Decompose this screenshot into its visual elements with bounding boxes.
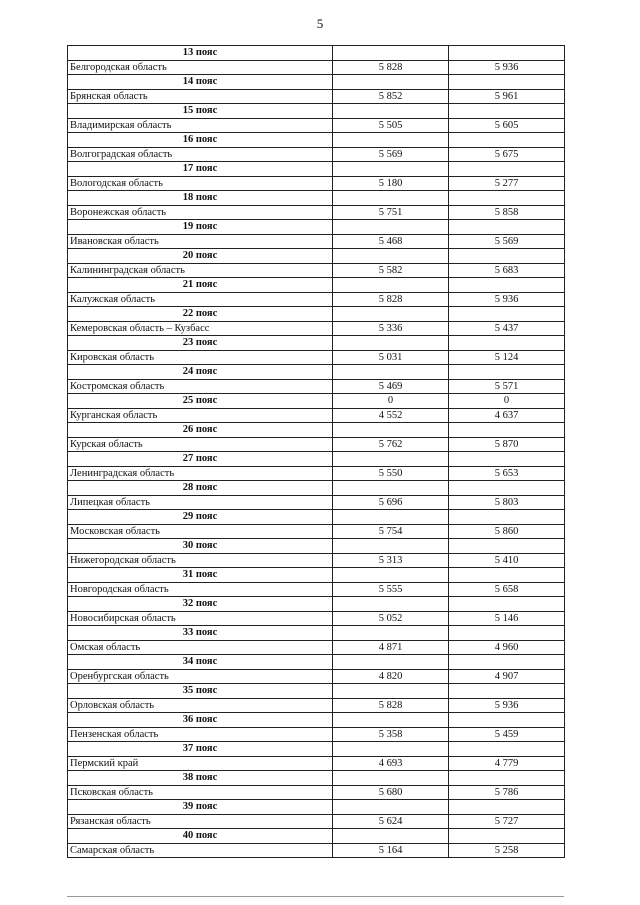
- zone-value-1: [333, 249, 449, 264]
- region-row: [68, 292, 565, 307]
- zone-header-row: [68, 423, 565, 438]
- zone-value-2: [449, 655, 565, 670]
- zones-table-body: [68, 46, 565, 858]
- region-value-2: 5 803: [449, 495, 565, 510]
- region-value-2: 5 146: [449, 611, 565, 626]
- zone-value-1: [333, 307, 449, 322]
- zone-header-row: [68, 162, 565, 177]
- zone-header-row: [68, 452, 565, 467]
- region-value-1: 5 754: [333, 524, 449, 539]
- zone-header-row: [68, 365, 565, 380]
- region-value-1: 5 164: [333, 843, 449, 858]
- region-value-1: 5 031: [333, 350, 449, 365]
- zone-title: 29 пояс: [68, 510, 333, 525]
- region-name: Курганская область: [68, 408, 333, 423]
- zone-header-row: [68, 394, 565, 409]
- zone-title: 25 пояс: [68, 394, 333, 409]
- region-value-1: 5 505: [333, 118, 449, 133]
- zone-value-1: [333, 220, 449, 235]
- zone-value-2: [449, 423, 565, 438]
- region-value-2: 5 569: [449, 234, 565, 249]
- page-number: 5: [316, 16, 324, 31]
- region-name: Волгоградская область: [68, 147, 333, 162]
- zone-value-2: [449, 133, 565, 148]
- region-row: [68, 611, 565, 626]
- zone-title: 40 пояс: [68, 829, 333, 844]
- zone-header-row: [68, 75, 565, 90]
- zone-title: 17 пояс: [68, 162, 333, 177]
- region-row: [68, 698, 565, 713]
- zone-value-1: [333, 133, 449, 148]
- region-name: Кировская область: [68, 350, 333, 365]
- region-value-1: 5 828: [333, 60, 449, 75]
- zone-value-1: [333, 104, 449, 119]
- zone-header-row: [68, 771, 565, 786]
- zone-title: 26 пояс: [68, 423, 333, 438]
- zone-value-2: [449, 771, 565, 786]
- zone-value-2: [449, 742, 565, 757]
- zone-header-row: [68, 481, 565, 496]
- region-name: Оренбургская область: [68, 669, 333, 684]
- region-value-2: 5 675: [449, 147, 565, 162]
- zone-value-2: [449, 568, 565, 583]
- region-value-1: 5 569: [333, 147, 449, 162]
- zone-header-row: [68, 597, 565, 612]
- region-value-1: 4 552: [333, 408, 449, 423]
- zone-title: 21 пояс: [68, 278, 333, 293]
- region-value-2: 4 960: [449, 640, 565, 655]
- region-value-1: 5 358: [333, 727, 449, 742]
- region-name: Калининградская область: [68, 263, 333, 278]
- region-name: Брянская область: [68, 89, 333, 104]
- region-name: Курская область: [68, 437, 333, 452]
- zone-header-row: [68, 220, 565, 235]
- zone-title: 31 пояс: [68, 568, 333, 583]
- zone-value-2: [449, 684, 565, 699]
- zone-value-1: [333, 771, 449, 786]
- region-row: [68, 263, 565, 278]
- region-value-1: 5 313: [333, 553, 449, 568]
- zone-header-row: [68, 278, 565, 293]
- region-value-1: 4 820: [333, 669, 449, 684]
- region-name: Кемеровская область – Кузбасс: [68, 321, 333, 336]
- zone-title: 37 пояс: [68, 742, 333, 757]
- zone-title: 22 пояс: [68, 307, 333, 322]
- zone-value-2: [449, 307, 565, 322]
- zone-value-1: [333, 481, 449, 496]
- region-name: Владимирская область: [68, 118, 333, 133]
- page-bottom-divider: [67, 896, 564, 897]
- zone-value-1: [333, 365, 449, 380]
- zone-title: 19 пояс: [68, 220, 333, 235]
- region-value-2: 4 779: [449, 756, 565, 771]
- region-value-1: 5 469: [333, 379, 449, 394]
- zone-title: 34 пояс: [68, 655, 333, 670]
- zone-value-2: [449, 46, 565, 61]
- zone-value-2: [449, 539, 565, 554]
- zone-value-2: [449, 162, 565, 177]
- zone-value-1: [333, 829, 449, 844]
- region-row: [68, 60, 565, 75]
- zone-title: 32 пояс: [68, 597, 333, 612]
- zone-header-row: [68, 249, 565, 264]
- zone-title: 18 пояс: [68, 191, 333, 206]
- zone-value-1: [333, 75, 449, 90]
- region-value-2: 5 410: [449, 553, 565, 568]
- zone-title: 20 пояс: [68, 249, 333, 264]
- region-row: [68, 756, 565, 771]
- region-value-1: 5 468: [333, 234, 449, 249]
- region-row: [68, 582, 565, 597]
- region-row: [68, 350, 565, 365]
- zone-value-1: [333, 684, 449, 699]
- zone-value-1: [333, 626, 449, 641]
- region-value-2: 5 653: [449, 466, 565, 481]
- zone-header-row: [68, 336, 565, 351]
- region-value-1: 5 751: [333, 205, 449, 220]
- zone-header-row: [68, 655, 565, 670]
- zone-title: 27 пояс: [68, 452, 333, 467]
- region-row: [68, 147, 565, 162]
- zone-value-2: [449, 336, 565, 351]
- region-row: [68, 669, 565, 684]
- zone-value-1: [333, 568, 449, 583]
- region-name: Пензенская область: [68, 727, 333, 742]
- region-value-1: 5 582: [333, 263, 449, 278]
- zone-title: 35 пояс: [68, 684, 333, 699]
- region-value-2: 5 459: [449, 727, 565, 742]
- zone-header-row: [68, 568, 565, 583]
- zone-value-2: [449, 597, 565, 612]
- zone-title: 24 пояс: [68, 365, 333, 380]
- zone-title: 33 пояс: [68, 626, 333, 641]
- region-row: [68, 118, 565, 133]
- zone-value-2: [449, 191, 565, 206]
- region-name: Омская область: [68, 640, 333, 655]
- region-value-2: 4 637: [449, 408, 565, 423]
- zone-value-1: [333, 191, 449, 206]
- zone-value-2: [449, 510, 565, 525]
- zone-value-1: [333, 46, 449, 61]
- region-name: Московская область: [68, 524, 333, 539]
- region-row: [68, 466, 565, 481]
- region-name: Самарская область: [68, 843, 333, 858]
- region-name: Рязанская область: [68, 814, 333, 829]
- region-row: [68, 640, 565, 655]
- zone-value-2: [449, 365, 565, 380]
- region-name: Воронежская область: [68, 205, 333, 220]
- region-value-2: 5 571: [449, 379, 565, 394]
- zone-header-row: [68, 742, 565, 757]
- region-value-1: 5 828: [333, 698, 449, 713]
- zone-header-row: [68, 510, 565, 525]
- region-row: [68, 89, 565, 104]
- region-value-1: 5 852: [333, 89, 449, 104]
- zone-header-row: [68, 104, 565, 119]
- region-value-2: 4 907: [449, 669, 565, 684]
- region-value-1: 5 828: [333, 292, 449, 307]
- zone-header-row: [68, 713, 565, 728]
- region-row: [68, 321, 565, 336]
- region-name: Псковская область: [68, 785, 333, 800]
- region-value-2: 5 124: [449, 350, 565, 365]
- region-value-2: 5 870: [449, 437, 565, 452]
- region-value-2: 5 936: [449, 698, 565, 713]
- zone-title: 38 пояс: [68, 771, 333, 786]
- zone-title: 30 пояс: [68, 539, 333, 554]
- region-value-1: 4 693: [333, 756, 449, 771]
- region-value-1: 5 052: [333, 611, 449, 626]
- region-value-2: 5 727: [449, 814, 565, 829]
- zone-value-1: [333, 162, 449, 177]
- region-value-1: 5 336: [333, 321, 449, 336]
- region-value-2: 5 936: [449, 60, 565, 75]
- zone-header-row: [68, 133, 565, 148]
- zone-value-2: [449, 626, 565, 641]
- region-name: Новгородская область: [68, 582, 333, 597]
- zone-value-1: [333, 336, 449, 351]
- zone-title: 36 пояс: [68, 713, 333, 728]
- region-name: Калужская область: [68, 292, 333, 307]
- region-row: [68, 176, 565, 191]
- zone-value-1: [333, 713, 449, 728]
- zone-value-2: [449, 220, 565, 235]
- zone-value-2: [449, 75, 565, 90]
- zone-value-1: [333, 655, 449, 670]
- zone-value-1: [333, 539, 449, 554]
- region-name: Липецкая область: [68, 495, 333, 510]
- region-row: [68, 495, 565, 510]
- zone-value-2: [449, 249, 565, 264]
- zone-header-row: [68, 539, 565, 554]
- zone-value-1: [333, 423, 449, 438]
- region-value-1: 5 762: [333, 437, 449, 452]
- region-value-2: 5 683: [449, 263, 565, 278]
- zone-value-1: [333, 800, 449, 815]
- zone-header-row: [68, 626, 565, 641]
- zone-header-row: [68, 800, 565, 815]
- region-value-2: 5 786: [449, 785, 565, 800]
- region-name: Костромская область: [68, 379, 333, 394]
- region-row: [68, 553, 565, 568]
- region-value-2: 5 277: [449, 176, 565, 191]
- zone-value-2: [449, 104, 565, 119]
- zone-title: 16 пояс: [68, 133, 333, 148]
- region-value-1: 5 624: [333, 814, 449, 829]
- zone-value-1: [333, 452, 449, 467]
- zone-value-1: [333, 742, 449, 757]
- region-name: Ленинградская область: [68, 466, 333, 481]
- region-name: Новосибирская область: [68, 611, 333, 626]
- zone-title: 39 пояс: [68, 800, 333, 815]
- zone-value-2: [449, 713, 565, 728]
- region-row: [68, 843, 565, 858]
- zone-title: 15 пояс: [68, 104, 333, 119]
- region-name: Орловская область: [68, 698, 333, 713]
- zone-value-2: 0: [449, 394, 565, 409]
- region-value-2: 5 858: [449, 205, 565, 220]
- zones-table: [67, 45, 565, 858]
- zone-header-row: [68, 684, 565, 699]
- zone-header-row: [68, 307, 565, 322]
- zone-value-1: [333, 597, 449, 612]
- region-value-1: 5 555: [333, 582, 449, 597]
- region-row: [68, 408, 565, 423]
- region-value-2: 5 437: [449, 321, 565, 336]
- region-value-1: 5 696: [333, 495, 449, 510]
- zone-title: 13 пояс: [68, 46, 333, 61]
- region-value-1: 5 550: [333, 466, 449, 481]
- region-value-2: 5 658: [449, 582, 565, 597]
- region-name: Вологодская область: [68, 176, 333, 191]
- region-name: Белгородская область: [68, 60, 333, 75]
- zone-header-row: [68, 46, 565, 61]
- zone-value-2: [449, 452, 565, 467]
- region-value-1: 5 180: [333, 176, 449, 191]
- region-name: Нижегородская область: [68, 553, 333, 568]
- zone-title: 28 пояс: [68, 481, 333, 496]
- region-value-1: 4 871: [333, 640, 449, 655]
- region-row: [68, 437, 565, 452]
- zone-title: 14 пояс: [68, 75, 333, 90]
- region-row: [68, 379, 565, 394]
- zone-header-row: [68, 191, 565, 206]
- region-row: [68, 205, 565, 220]
- zone-value-1: 0: [333, 394, 449, 409]
- region-row: [68, 524, 565, 539]
- region-value-2: 5 961: [449, 89, 565, 104]
- zone-value-1: [333, 278, 449, 293]
- region-value-2: 5 936: [449, 292, 565, 307]
- region-row: [68, 727, 565, 742]
- region-row: [68, 785, 565, 800]
- zone-value-2: [449, 829, 565, 844]
- zone-title: 23 пояс: [68, 336, 333, 351]
- region-value-2: 5 860: [449, 524, 565, 539]
- zone-value-2: [449, 278, 565, 293]
- region-value-1: 5 680: [333, 785, 449, 800]
- zone-value-1: [333, 510, 449, 525]
- region-name: Ивановская область: [68, 234, 333, 249]
- region-value-2: 5 605: [449, 118, 565, 133]
- region-value-2: 5 258: [449, 843, 565, 858]
- region-name: Пермский край: [68, 756, 333, 771]
- zone-value-2: [449, 481, 565, 496]
- region-row: [68, 814, 565, 829]
- zone-value-2: [449, 800, 565, 815]
- zone-header-row: [68, 829, 565, 844]
- region-row: [68, 234, 565, 249]
